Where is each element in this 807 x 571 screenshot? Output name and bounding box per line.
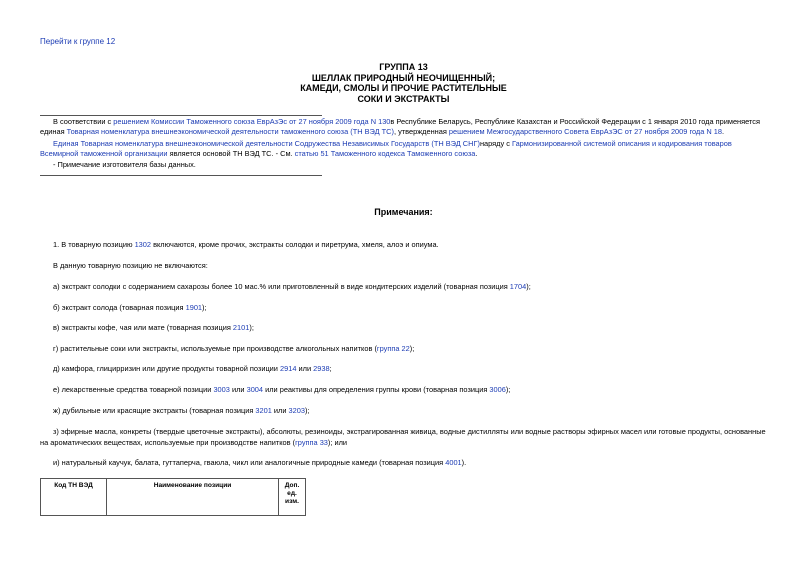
editor-note-para-2: Единая Товарная номенклатура внешнеэкономической деятельности Содружества Независимых Государств (ТН ВЭД СНГ)наряду с Гармонизированной системой описания и кодирования товаров Всемирной таможенной организации является основой ТН ВЭД ТС. - См. статью 51 Таможенного кодекса Таможенного союза. [40, 139, 732, 158]
col-header-unit: Доп. ед. изм. [279, 479, 306, 516]
note-item-z: з) эфирные масла, конкреты (твердые цветочные экстракты), абсолюты, резиноиды, экстрагированная живица, водные дистилляты или водные растворы эфирных масел или готовые продукты, основанные на ароматических веществах, используемые при производстве напитков (группа 33); или [40, 427, 766, 447]
heading-4001-link[interactable]: 4001 [445, 458, 462, 467]
codes-table [40, 478, 306, 516]
heading-3004-link[interactable]: 3004 [246, 385, 264, 394]
title-line-4: СОКИ И ЭКСТРАКТЫ [357, 93, 450, 104]
heading-2938-link[interactable]: 2938 [313, 364, 330, 373]
note-item-v: в) экстракты кофе, чая или мате (товарная позиция 2101); [53, 323, 254, 332]
heading-1302-link[interactable]: 1302 [134, 240, 152, 249]
note-item-i: и) натуральный каучук, балата, гуттаперча, гваюла, чикл или аналогичные природные камеди (товарная позиция 4001). [53, 458, 467, 467]
council-decision-link[interactable]: решением Межгосударственного Совета ЕврАзЭС от 27 ноября 2009 года N 18 [448, 127, 723, 136]
tn-ved-ts-link[interactable]: Товарная номенклатура внешнеэкономической деятельности таможенного союза (ТН ВЭД ТС) [66, 127, 394, 136]
note-bottom-rule [40, 175, 322, 176]
goto-group-12-link[interactable]: Перейти к группе 12 [40, 37, 116, 46]
editor-note-para-1: В соответствии с решением Комиссии Таможенного союза ЕврАзЭс от 27 ноября 2009 года N 130в Республике Беларусь, Республике Казахстан и Российской Федерации с 1 января 2010 года применяется единая Товарная номенклатура внешнеэкономической деятельности таможенного союза (ТН ВЭД ТС), утвержденная решением Межгосударственного Совета ЕврАзЭС от 27 ноября 2009 года N 18. [40, 117, 761, 136]
heading-2914-link[interactable]: 2914 [280, 364, 297, 373]
heading-3201-link[interactable]: 3201 [255, 406, 272, 415]
editor-note-para-3: - Примечание изготовителя базы данных. [53, 160, 196, 169]
note-item-zh: ж) дубильные или красящие экстракты (товарная позиция 3201 или 3203); [53, 406, 310, 415]
heading-1704-link[interactable]: 1704 [509, 282, 527, 291]
col-header-name: Наименование позиции [107, 479, 279, 516]
note-item-d: д) камфора, глицирризин или другие продукты товарной позиции 2914 или 2938; [53, 364, 332, 373]
title-line-1: ГРУППА 13 [379, 62, 428, 72]
heading-3003-link[interactable]: 3003 [213, 385, 230, 394]
notes-heading: Примечания: [374, 207, 433, 217]
note-item-g: г) растительные соки или экстракты, используемые при производстве алкогольных напитков (группа 22); [53, 344, 415, 353]
title-line-3: КАМЕДИ, СМОЛЫ И ПРОЧИЕ РАСТИТЕЛЬНЫЕ [300, 83, 507, 93]
group-22-link[interactable]: группа 22 [376, 344, 410, 353]
page-title [0, 62, 807, 104]
title-line-2: ШЕЛЛАК ПРИРОДНЫЙ НЕОЧИЩЕННЫЙ; [311, 72, 496, 83]
tn-ved-sng-link[interactable]: Единая Товарная номенклатура внешнеэкономической деятельности Содружества Независимых Государств (ТН ВЭД СНГ) [53, 139, 480, 148]
heading-1901-link[interactable]: 1901 [185, 303, 203, 312]
note-item-b: б) экстракт солода (товарная позиция 1901); [53, 303, 207, 312]
group-33-link[interactable]: группа 33 [295, 438, 328, 447]
heading-3006-link[interactable]: 3006 [489, 385, 506, 394]
harmonized-system-link[interactable]: Гармонизированной системой описания и кодирования товаров Всемирной таможенной организации [40, 139, 732, 158]
commission-decision-link[interactable]: решением Комиссии Таможенного союза ЕврАзЭс от 27 ноября 2009 года N 130 [113, 117, 391, 126]
col-header-code: Код ТН ВЭД [41, 479, 107, 516]
note-item-exclusions: В данную товарную позицию не включаются: [53, 261, 208, 270]
customs-code-article-link[interactable]: статью 51 Таможенного кодекса Таможенного союза [294, 149, 476, 158]
note-item-a: а) экстракт солодки с содержанием сахарозы более 10 мас.% или приготовленный в виде кондитерских изделий (товарная позиция 1704); [53, 282, 531, 291]
heading-2101-link[interactable]: 2101 [232, 323, 250, 332]
note-item-e: е) лекарственные средства товарной позиции 3003 или 3004 или реактивы для определения группы крови (товарная позиция 3006); [53, 385, 511, 394]
heading-3203-link[interactable]: 3203 [288, 406, 305, 415]
note-top-rule [40, 115, 322, 116]
table-header-row [41, 479, 306, 516]
note-item-1: 1. В товарную позицию 1302 включаются, кроме прочих, экстракты солодки и пиретрума, хмеля, алоэ и опиума. [53, 240, 439, 249]
